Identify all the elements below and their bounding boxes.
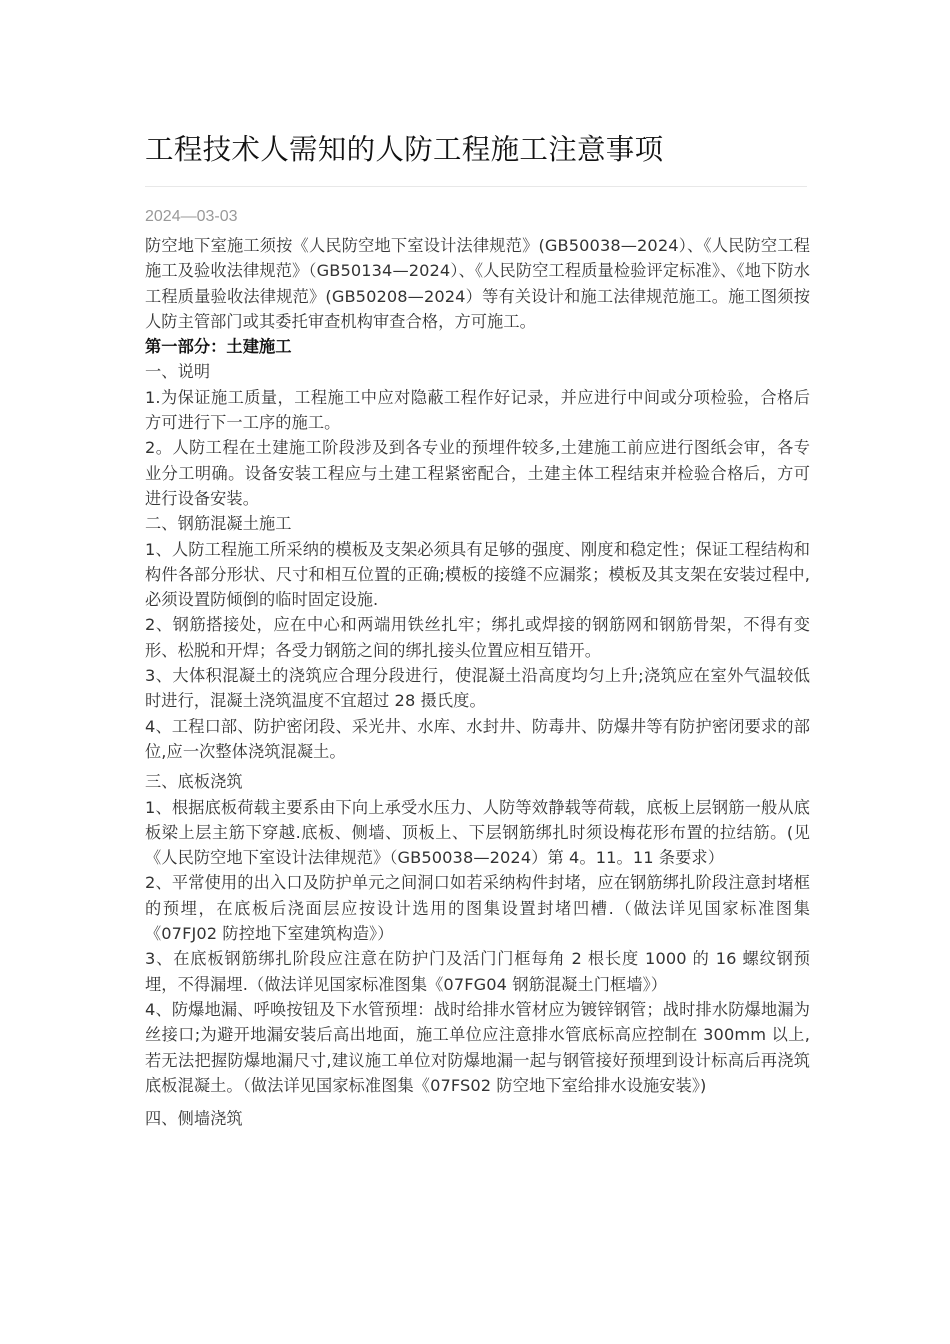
section-2-paragraph-3: 3、大体积混凝土的浇筑应合理分段进行，使混凝土沿高度均匀上升;浇筑应在室外气温较低时进行，混凝土浇筑温度不宜超过 28 摄氏度。 (145, 666, 810, 711)
publish-date: 2024—03-03 (145, 208, 238, 225)
section-2-paragraph-4: 4、工程口部、防护密闭段、采光井、水库、水封井、防毒井、防爆井等有防护密闭要求的部位,应一次整体浇筑混凝土。 (145, 716, 810, 761)
article-title: 工程技术人需知的人防工程施工注意事项 (145, 133, 664, 166)
section-2-paragraph-1: 1、人防工程施工所采纳的模板及支架必须具有足够的强度、刚度和稳定性；保证工程结构和构件各部分形状、尺寸和相互位置的正确;模板的接缝不应漏浆；模板及其支架在安装过程中,必须设置防倾倒的临时固定设施. (145, 539, 810, 610)
intro-paragraph: 防空地下室施工须按《人民防空地下室设计法律规范》(GB50038—2024）、《人民防空工程施工及验收法律规范》（GB50134—2024）、《人民防空工程质量检验评定标准》、《地下防水工程质量验收法律规范》(GB50208—2024）等有关设计和施工法律规范施工。施工图须按人防主管部门或其委托审查机构审查合格，方可施工。 (145, 236, 810, 331)
section-3-paragraph-2: 2、平常使用的出入口及防护单元之间洞口如若采纳构件封堵，应在钢筋绑扎阶段注意封堵框的预埋，在底板后浇面层应按设计选用的图集设置封堵凹槽.（做法详见国家标准图集《07FJ02 防控地下室建筑构造》） (145, 873, 810, 944)
section-3-title: 三、底板浇筑 (145, 772, 243, 792)
title-divider (145, 186, 807, 187)
section-4-title: 四、侧墙浇筑 (145, 1109, 243, 1129)
section-3-paragraph-3: 3、在底板钢筋绑扎阶段应注意在防护门及活门门框每角 2 根长度 1000 的 16 螺纹钢预埋，不得漏埋.（做法详见国家标准图集《07FG04 钢筋混凝土门框墙》） (145, 949, 810, 994)
section-1-title: 一、说明 (145, 362, 211, 382)
part1-heading: 第一部分：土建施工 (145, 337, 292, 357)
section-3-paragraph-4: 4、防爆地漏、呼唤按钮及下水管预埋：战时给排水管材应为镀锌钢管；战时排水防爆地漏为丝接口;为避开地漏安装后高出地面，施工单位应注意排水管底标高应控制在 300mm 以上,若无法把握防爆地漏尺寸,建议施工单位对防爆地漏一起与钢管接好预埋到设计标高后再浇筑底板混凝土。（做法详见国家标准图集《07FS02 防空地下室给排水设施安装》) (145, 999, 810, 1095)
article-body (145, 233, 810, 1131)
section-2-paragraph-2: 2、钢筋搭接处，应在中心和两端用铁丝扎牢；绑扎或焊接的钢筋网和钢筋骨架，不得有变形、松脱和开焊；各受力钢筋之间的绑扎接头位置应相互错开。 (145, 615, 810, 660)
section-1-paragraph-2: 2。人防工程在土建施工阶段涉及到各专业的预埋件较多,土建施工前应进行图纸会审，各专业分工明确。设备安装工程应与土建工程紧密配合，土建主体工程结束并检验合格后，方可进行设备安装。 (145, 438, 810, 508)
section-3-paragraph-1: 1、根据底板荷载主要系由下向上承受水压力、人防等效静载等荷载，底板上层钢筋一般从底板梁上层主筋下穿越.底板、侧墙、顶板上、下层钢筋绑扎时须设梅花形布置的拉结筋。(见《人民防空地下室设计法律规范》（GB50038—2024）第 4。11。11 条要求） (145, 797, 810, 868)
section-1-paragraph-1: 1.为保证施工质量，工程施工中应对隐蔽工程作好记录，并应进行中间或分项检验，合格后方可进行下一工序的施工。 (145, 387, 810, 433)
section-2-title: 二、钢筋混凝土施工 (145, 514, 292, 534)
